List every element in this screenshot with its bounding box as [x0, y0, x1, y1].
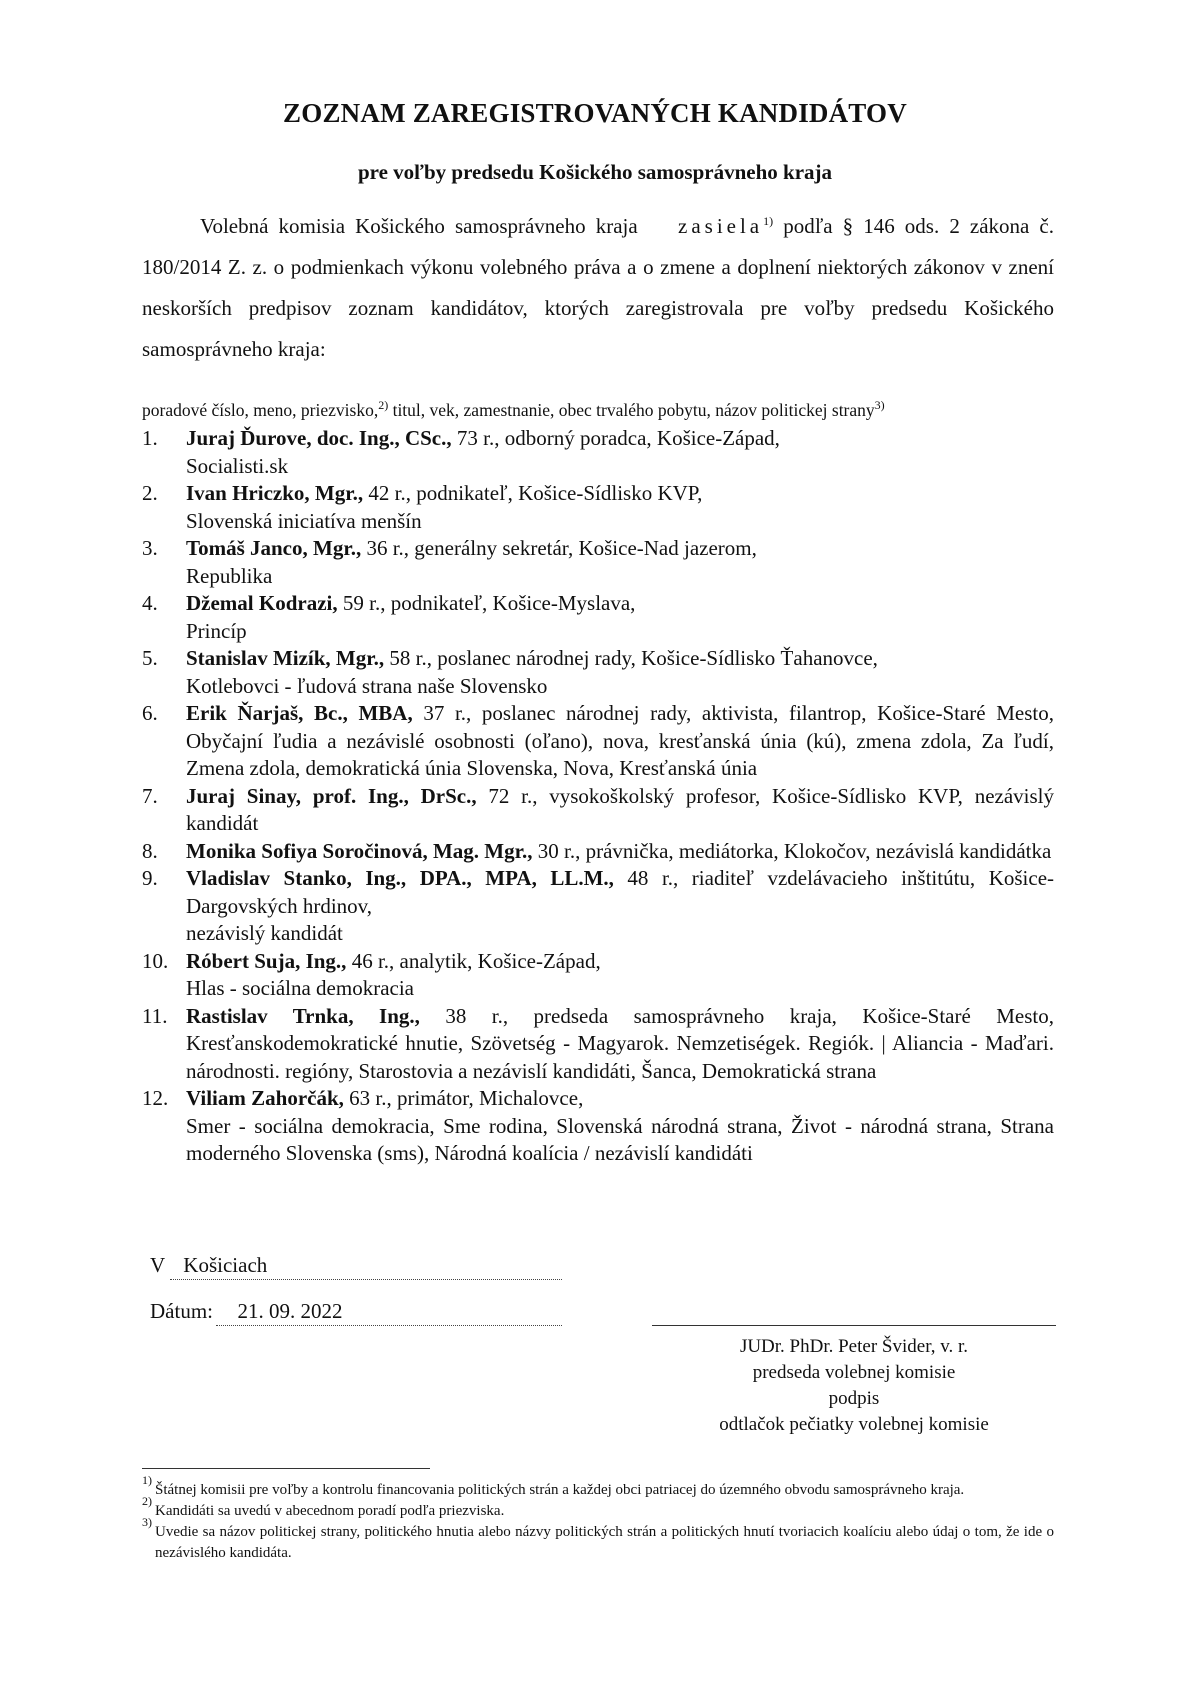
footnote-text: Kandidáti sa uvedú v abecednom poradí podľa priezviska. — [155, 1503, 505, 1519]
candidate-details: 58 r., poslanec národnej rady, Košice-Sídlisko Ťahanovce, — [384, 646, 878, 670]
candidate-number: 7. — [142, 783, 158, 808]
candidate-name: Džemal Kodrazi, — [186, 591, 338, 615]
candidate-number: 4. — [142, 591, 158, 615]
candidate-number: 6. — [142, 701, 158, 725]
candidate-details: 63 r., primátor, Michalovce, — [343, 1086, 584, 1110]
candidate-details: 42 r., podnikateľ, Košice-Sídlisko KVP, — [363, 481, 703, 505]
candidate-list — [142, 425, 1054, 1168]
candidate-text — [186, 1085, 1054, 1168]
date-value: 21. 09. 2022 — [237, 1299, 343, 1323]
footnotes — [142, 1473, 1054, 1564]
candidate-text — [186, 783, 1054, 838]
candidate-party: nezávislý kandidát — [186, 921, 343, 945]
candidate-details: 46 r., analytik, Košice-Západ, — [346, 948, 601, 973]
place-value: Košiciach — [183, 1253, 268, 1277]
candidate-item — [142, 700, 1054, 783]
candidate-item — [142, 535, 1054, 590]
signature-block — [652, 1334, 1056, 1438]
candidate-text — [186, 645, 1054, 700]
candidate-item — [142, 590, 1054, 645]
candidate-name: Viliam Zahorčák, — [186, 1086, 344, 1110]
intro-text-1: Volebná komisia Košického samosprávneho kraja — [200, 214, 638, 238]
candidate-item — [142, 480, 1054, 535]
candidate-name: Ivan Hriczko, Mgr., — [186, 481, 364, 505]
candidate-details: 73 r., odborný poradca, Košice-Západ, — [451, 426, 780, 450]
signature-label: podpis — [828, 1388, 880, 1409]
candidate-item — [142, 425, 1054, 480]
candidate-party: Princíp — [186, 618, 247, 643]
candidate-details: 72 r., vysokoškolský profesor, Košice-Sídlisko KVP, nezávislý kandidát — [186, 783, 1054, 835]
candidate-text — [186, 700, 1054, 783]
date-label: Dátum: — [150, 1299, 213, 1323]
footnote-mark: 1) — [142, 1473, 152, 1487]
candidate-party: Hlas - sociálna demokracia — [186, 976, 414, 1000]
candidate-number: 5. — [142, 646, 158, 670]
candidate-item — [142, 1085, 1054, 1168]
candidate-item — [142, 948, 1054, 1003]
date-dotted-line — [216, 1325, 562, 1326]
candidate-number: 12. — [142, 1086, 169, 1110]
candidate-item — [142, 865, 1054, 948]
date-row — [150, 1299, 343, 1324]
candidate-details: 59 r., podnikateľ, Košice-Myslava, — [337, 591, 636, 615]
candidate-number: 11. — [142, 1003, 168, 1028]
candidate-party: Slovenská iniciatíva menšín — [186, 508, 422, 533]
stamp-label: odtlačok pečiatky volebnej komisie — [719, 1414, 989, 1435]
candidate-text — [186, 865, 1054, 948]
candidate-text — [186, 535, 1054, 590]
candidate-text — [186, 425, 1054, 480]
intro-text-2: podľa § 146 ods. 2 zákona č. 180/2014 Z. z. o podmienkach výkonu volebného práva a o zmene a doplnení niektorých zákonov v znení neskorších predpisov zoznam kandidátov, ktorých zaregistrovala pre voľby predsedu Košického samosprávneho kraja: — [142, 214, 1055, 361]
footnote-mark: 2) — [142, 1494, 152, 1508]
intro-paragraph — [142, 206, 1054, 370]
signatory-role: predseda volebnej komisie — [752, 1362, 956, 1383]
candidate-name: Vladislav Stanko, Ing., DPA., MPA, LL.M., — [186, 866, 614, 890]
signature-line — [652, 1325, 1056, 1326]
signatory-name: JUDr. PhDr. Peter Švider, v. r. — [739, 1336, 969, 1357]
candidate-name: Monika Sofiya Soročinová, Mag. Mgr., — [186, 838, 533, 863]
candidate-number: 8. — [142, 838, 158, 863]
footnote-mark: 3) — [142, 1515, 152, 1529]
candidate-name: Juraj Ďurove, doc. Ing., CSc., — [186, 426, 452, 450]
footnote-ref-3: 3) — [874, 398, 885, 413]
candidate-number: 1. — [142, 426, 158, 450]
document-title: ZOZNAM ZAREGISTROVANÝCH KANDIDÁTOV — [283, 98, 907, 128]
candidate-item — [142, 838, 1054, 866]
candidate-name: Stanislav Mizík, Mgr., — [186, 646, 385, 670]
column-header-text-1: poradové číslo, meno, priezvisko, — [142, 400, 379, 420]
column-header-text-2: titul, vek, zamestnanie, obec trvalého pobytu, názov politickej strany — [388, 400, 875, 420]
candidate-text — [186, 948, 1054, 1003]
candidate-text — [186, 1003, 1054, 1086]
intro-spaced-word: zasiela — [678, 214, 764, 238]
candidate-name: Róbert Suja, Ing., — [186, 948, 347, 973]
candidate-name: Juraj Sinay, prof. Ing., DrSc., — [186, 783, 477, 808]
candidate-text — [186, 590, 1054, 645]
candidate-details: 36 r., generálny sekretár, Košice-Nad jazerom, — [361, 536, 757, 560]
footnote-ref-2: 2) — [378, 398, 389, 413]
candidate-text — [186, 480, 1054, 535]
footnote-text: Uvedie sa názov politickej strany, politického hnutia alebo názvy politických strán a politických hnutí tvoriacich koalíciu alebo údaj o tom, že ide o nezávislého kandidáta. — [155, 1524, 1054, 1561]
candidate-name: Tomáš Janco, Mgr., — [186, 536, 362, 560]
candidate-item — [142, 1003, 1054, 1086]
footnote-text: Štátnej komisii pre voľby a kontrolu financovania politických strán a každej obci patriacej do územného obvodu samosprávneho kraja. — [155, 1482, 965, 1498]
candidate-number: 2. — [142, 481, 158, 505]
candidate-details: 38 r., predseda samosprávneho kraja, Košice-Staré Mesto, Kresťanskodemokratické hnutie, Szövetség - Magyarok. Nemzetiségek. Regiók. | Aliancia - Maďari. národnosti. regióny, Starostovia a nezávislí kandidáti, Šanca, Demokratická strana — [186, 1003, 1054, 1083]
column-header — [142, 400, 885, 421]
place-row — [150, 1253, 267, 1278]
footnote-item — [142, 1515, 1054, 1564]
candidate-number: 9. — [142, 866, 158, 890]
candidate-details: 30 r., právnička, mediátorka, Klokočov, nezávislá kandidátka — [532, 838, 1052, 863]
candidate-number: 3. — [142, 536, 158, 560]
candidate-name: Rastislav Trnka, Ing., — [186, 1003, 420, 1028]
candidate-name: Erik Ňarjaš, Bc., MBA, — [186, 701, 413, 725]
candidate-party: Kotlebovci - ľudová strana naše Slovensko — [186, 673, 548, 698]
footnote-item — [142, 1494, 1054, 1522]
candidate-details: 37 r., poslanec národnej rady, aktivista, filantrop, Košice-Staré Mesto, Obyčajní ľudia a nezávislé osobnosti (oľano), nova, kresťanská únia (kú), zmena zdola, Za ľudí, Zmena zdola, demokratická únia Slovenska, Nova, Kresťanská únia — [186, 701, 1054, 780]
footnote-item — [142, 1473, 1054, 1501]
place-prefix: V — [150, 1253, 165, 1277]
footnote-ref-1: 1) — [763, 214, 774, 228]
candidate-party: Socialisti.sk — [186, 453, 289, 478]
candidate-party: Smer - sociálna demokracia, Sme rodina, Slovenská národná strana, Život - národná strana, Strana moderného Slovenska (sms), Národná koalícia / nezávislí kandidáti — [186, 1113, 1054, 1165]
footnote-separator — [142, 1468, 430, 1469]
candidate-item — [142, 645, 1054, 700]
candidate-details: 48 r., riaditeľ vzdelávacieho inštitútu, Košice-Dargovských hrdinov, — [186, 866, 1055, 918]
candidate-party: Republika — [186, 563, 273, 588]
candidate-item — [142, 783, 1054, 838]
place-dotted-line — [170, 1279, 562, 1280]
candidate-number: 10. — [142, 948, 169, 973]
candidate-text — [186, 838, 1054, 866]
document-subtitle: pre voľby predsedu Košického samosprávneho kraja — [357, 160, 833, 184]
